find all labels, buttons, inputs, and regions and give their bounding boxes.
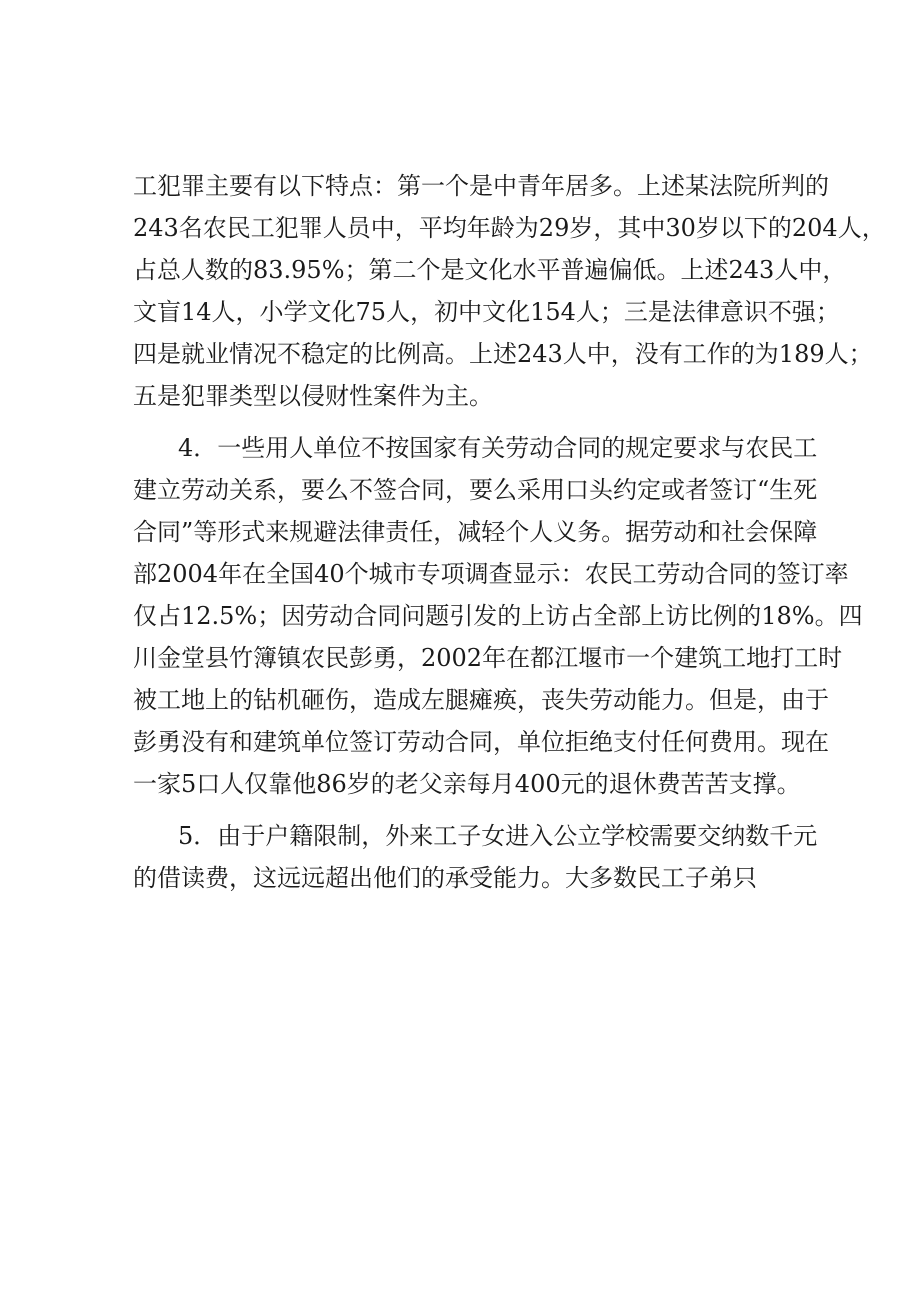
text-line: 川金堂县竹簿镇农民彭勇，2002年在都江堰市一个建筑工地打工时 (133, 644, 843, 672)
text-line: 彭勇没有和建筑单位签订劳动合同，单位拒绝支付任何费用。现在 (133, 728, 829, 756)
text-line: 合同”等形式来规避法律责任，减轻个人义务。据劳动和社会保障 (133, 518, 818, 546)
text-line: 占总人数的83.95%；第二个是文化水平普遍偏低。上述243人中， (133, 256, 847, 284)
text-line: 工犯罪主要有以下特点：第一个是中青年居多。上述某法院所判的 (133, 172, 829, 200)
text-line: 五是犯罪类型以侵财性案件为主。 (133, 382, 493, 410)
text-line: 建立劳动关系，要么不签合同，要么采用口头约定或者签订“生死 (133, 476, 818, 504)
text-line: 部2004年在全国40个城市专项调查显示：农民工劳动合同的签订率 (133, 560, 849, 588)
text-line: 文盲14人，小学文化75人，初中文化154人；三是法律意识不强； (133, 298, 840, 326)
text-line: 四是就业情况不稳定的比例高。上述243人中，没有工作的为189人； (133, 340, 873, 368)
text-line: 243名农民工犯罪人员中，平均年龄为29岁，其中30岁以下的204人， (133, 214, 886, 242)
text-line: 的借读费，这远远超出他们的承受能力。大多数民工子弟只 (133, 864, 757, 892)
paragraph-first-line: 5．由于户籍限制，外来工子女进入公立学校需要交纳数千元 (178, 822, 818, 850)
text-line: 一家5口人仅靠他86岁的老父亲每月400元的退休费苦苦支撑。 (133, 770, 801, 798)
text-line: 仅占12.5%；因劳动合同问题引发的上访占全部上访比例的18%。四 (133, 602, 863, 630)
text-line: 被工地上的钻机砸伤，造成左腿瘫痪，丧失劳动能力。但是，由于 (133, 686, 829, 714)
paragraph-first-line: 4．一些用人单位不按国家有关劳动合同的规定要求与农民工 (178, 434, 818, 462)
